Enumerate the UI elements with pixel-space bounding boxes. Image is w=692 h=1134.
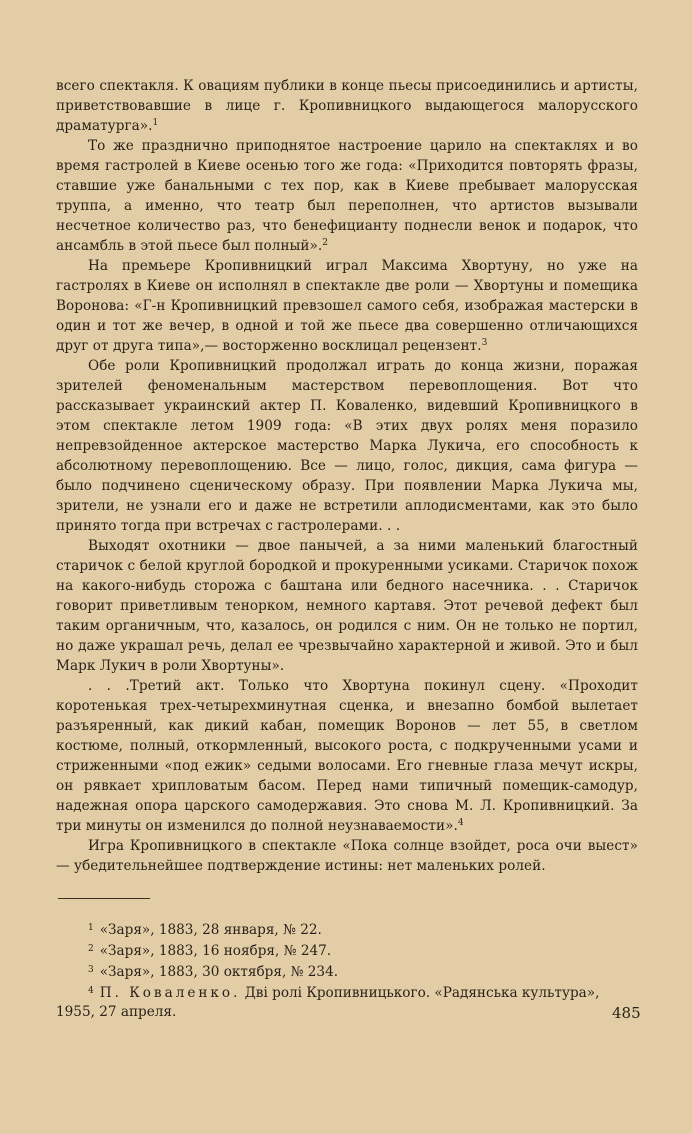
- footnote-4: [56, 982, 638, 1022]
- footnote-ref: 2: [322, 238, 329, 248]
- footnote-mark: 3: [88, 965, 94, 975]
- paragraph-text: Игра Кропивницкого в спектакле «Пока солнце взойдет, роса очи выест» — убедительнейшее подтверждение истины: нет маленьких ролей.: [56, 838, 638, 874]
- paragraph-7: [56, 836, 638, 876]
- page: [56, 76, 638, 1022]
- paragraph-text: Выходят охотники — двое панычей, а за ними маленький благостный старичок с белой круглой бородкой и прокуренными усиками. Старичок похож на какого-нибудь сторожа с баштана или бедного насечника. . . Старичок говорит приветливым тенорком, немного картавя. Этот речевой дефект был таким органичным, что, казалось, он родился с ним. Он не только не портил, но даже украшал речь, делал ее чрезвычайно характерной и живой. Это и был Марк Лукич в роли Хвортуны».: [56, 538, 638, 674]
- footnote-mark: 2: [88, 944, 94, 954]
- footnote-2: [56, 940, 638, 961]
- footnotes: [56, 919, 638, 1022]
- footnote-3: [56, 961, 638, 982]
- paragraph-5: [56, 536, 638, 676]
- footnote-mark: 1: [88, 923, 94, 933]
- body-text: [56, 76, 638, 876]
- footnote-mark: 4: [88, 986, 94, 996]
- footnote-ref: 3: [481, 338, 488, 348]
- paragraph-2: [56, 136, 638, 256]
- footnote-ref: 4: [457, 818, 464, 828]
- paragraph-text: всего спектакля. К овациям публики в конце пьесы присоединились и артисты, приветствовавшие в лице г. Кропивницкого выдающегося малорусского драматурга».: [56, 78, 638, 134]
- paragraph-text: На премьере Кропивницкий играл Максима Хвортуну, но уже на гастролях в Киеве он исполнял в спектакле две роли — Хвортуны и помещика Воронова: «Г-н Кропивницкий превзошел самого себя, изображая мастерски в один и тот же вечер, в одной и той же пьесе два совершенно отличающихся друг от друга типа»,— восторженно восклицал рецензент.: [56, 258, 638, 354]
- page-number: 485: [612, 1004, 641, 1022]
- paragraph-text: . . .Третий акт. Только что Хвортуна покинул сцену. «Проходит коротенькая трех-четырехминутная сценка, и внезапно бомбой вылетает разъяренный, как дикий кабан, помещик Воронов — лет 55, в светлом костюме, полный, откормленный, высокого роста, с подкрученными усами и стриженными «под ежик» седыми волосами. Его гневные глаза мечут искры, он рявкает хрипловатым басом. Перед нами типичный помещик-самодур, надежная опора царского самодержавия. Это снова М. Л. Кропивницкий. За три минуты он изменился до полной неузнаваемости».: [56, 678, 638, 834]
- paragraph-text: Обе роли Кропивницкий продолжал играть до конца жизни, поражая зрителей феноменальным мастерством перевоплощения. Вот что рассказывает украинский актер П. Коваленко, видевший Кропивницкого в этом спектакле летом 1909 года: «В этих двух ролях меня поразило непревзойденное актерское мастерство Марка Лукича, его способность к абсолютному перевоплощению. Все — лицо, голос, дикция, сама фигура — было подчинено сценическому образу. При появлении Марка Лукича мы, зрители, не узнали его и даже не встретили аплодисментами, как это было принято тогда при встречах с гастролерами. . .: [56, 358, 638, 534]
- paragraph-text: То же празднично приподнятое настроение царило на спектаклях и во время гастролей в Киеве осенью того же года: «Приходится повторять фразы, ставшие уже банальными с тех пор, как в Киеве пребывает малорусская труппа, а именно, что театр был переполнен, что артистов вызывали несчетное количество раз, что бенефицианту поднесли венок и подарок, что ансамбль в этой пьесе был полный».: [56, 138, 638, 254]
- paragraph-1: [56, 76, 638, 136]
- footnote-author: П. Коваленко.: [99, 985, 241, 1001]
- paragraph-3: [56, 256, 638, 356]
- footnote-divider: [58, 898, 150, 899]
- footnote-text: «Заря», 1883, 28 января, № 22.: [99, 922, 322, 938]
- footnote-text: «Заря», 1883, 16 ноября, № 247.: [99, 943, 332, 959]
- footnote-text: «Заря», 1883, 30 октября, № 234.: [99, 964, 339, 980]
- paragraph-4: [56, 356, 638, 536]
- footnote-text: Дві ролі Кропивницького. «Радянська культура», 1955, 27 апреля.: [56, 985, 600, 1020]
- footnote-ref: 1: [152, 118, 159, 128]
- footnote-1: [56, 919, 638, 940]
- paragraph-6: [56, 676, 638, 836]
